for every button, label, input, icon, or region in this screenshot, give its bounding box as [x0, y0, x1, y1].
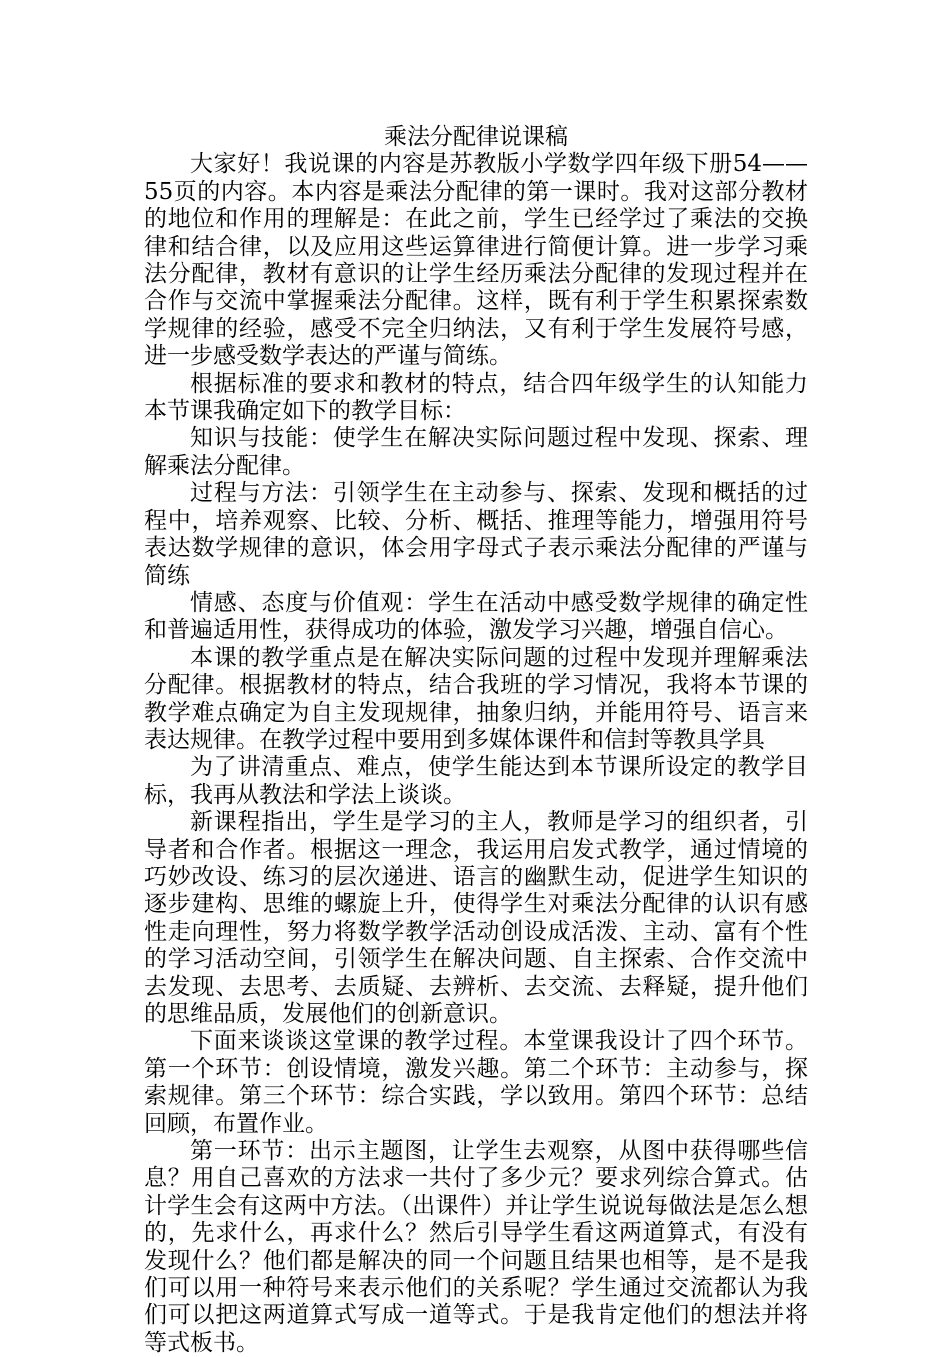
paragraph-emotion-values: 情感、态度与价值观：学生在活动中感受数学规律的确定性和普遍适用性，获得成功的体验，激发学习兴趣，增强自信心。: [144, 589, 808, 644]
paragraph-objectives-intro: 根据标准的要求和教材的特点，结合四年级学生的认知能力本节课我确定如下的教学目标：: [144, 370, 808, 425]
paragraph-key-points: 本课的教学重点是在解决实际问题的过程中发现并理解乘法分配律。根据教材的特点，结合我班的学习情况，我将本节课的教学难点确定为自主发现规律，抽象归纳，并能用符号、语言来表达规律。在教学过程中要用到多媒体课件和信封等教具学具: [144, 644, 808, 753]
paragraph-teaching-method: 新课程指出，学生是学习的主人，教师是学习的组织者，引导者和合作者。根据这一理念，我运用启发式教学，通过情境的巧妙改设、练习的层次递进、语言的幽默生动，促进学生知识的逐步建构、思维的螺旋上升，使得学生对乘法分配律的认识有感性走向理性，努力将数学教学活动创设成活泼、主动、富有个性的学习活动空间，引领学生在解决问题、自主探索、合作交流中去发现、去思考、去质疑、去辨析、去交流、去释疑，提升他们的思维品质，发展他们的创新意识。: [144, 809, 808, 1027]
paragraph-process-method: 过程与方法：引领学生在主动参与、探索、发现和概括的过程中，培养观察、比较、分析、概括、推理等能力，增强用符号表达数学规律的意识，体会用字母式子表示乘法分配律的严谨与简练: [144, 480, 808, 589]
paragraph-process-overview: 下面来谈谈这堂课的教学过程。本堂课我设计了四个环节。第一个环节：创设情境，激发兴趣。第二个环节：主动参与，探索规律。第三个环节：综合实践，学以致用。第四个环节：总结回顾，布置作业。: [144, 1028, 808, 1137]
paragraph-first-stage: 第一环节：出示主题图，让学生去观察，从图中获得哪些信息？用自己喜欢的方法求一共付了多少元？要求列综合算式。估计学生会有这两中方法。（出课件）并让学生说说每做法是怎么想的，先求什么，再求什么？然后引导学生看这两道算式，有没有发现什么？他们都是解决的同一个问题且结果也相等，是不是我们可以用一种符号来表示他们的关系呢？学生通过交流都认为我们可以把这两道算式写成一道等式。于是我肯定他们的想法并将等式板书。: [144, 1138, 808, 1356]
paragraph-knowledge-skills: 知识与技能：使学生在解决实际问题过程中发现、探索、理解乘法分配律。: [144, 425, 808, 479]
document-title: 乘法分配律说课稿: [384, 124, 568, 150]
document-page: [144, 124, 808, 1357]
paragraph-intro: 大家好！我说课的内容是苏教版小学数学四年级下册54——55页的内容。本内容是乘法分配律的第一课时。我对这部分教材的地位和作用的理解是：在此之前，学生已经学过了乘法的交换律和结合律，以及应用这些运算律进行简便计算。进一步学习乘法分配律，教材有意识的让学生经历乘法分配律的发现过程并在合作与交流中掌握乘法分配律。这样，既有利于学生积累探索数学规律的经验，感受不完全归纳法，又有利于学生发展符号感，进一步感受数学表达的严谨与简练。: [144, 151, 808, 370]
paragraph-methods-intro: 为了讲清重点、难点，使学生能达到本节课所设定的教学目标，我再从教法和学法上谈谈。: [144, 754, 808, 808]
